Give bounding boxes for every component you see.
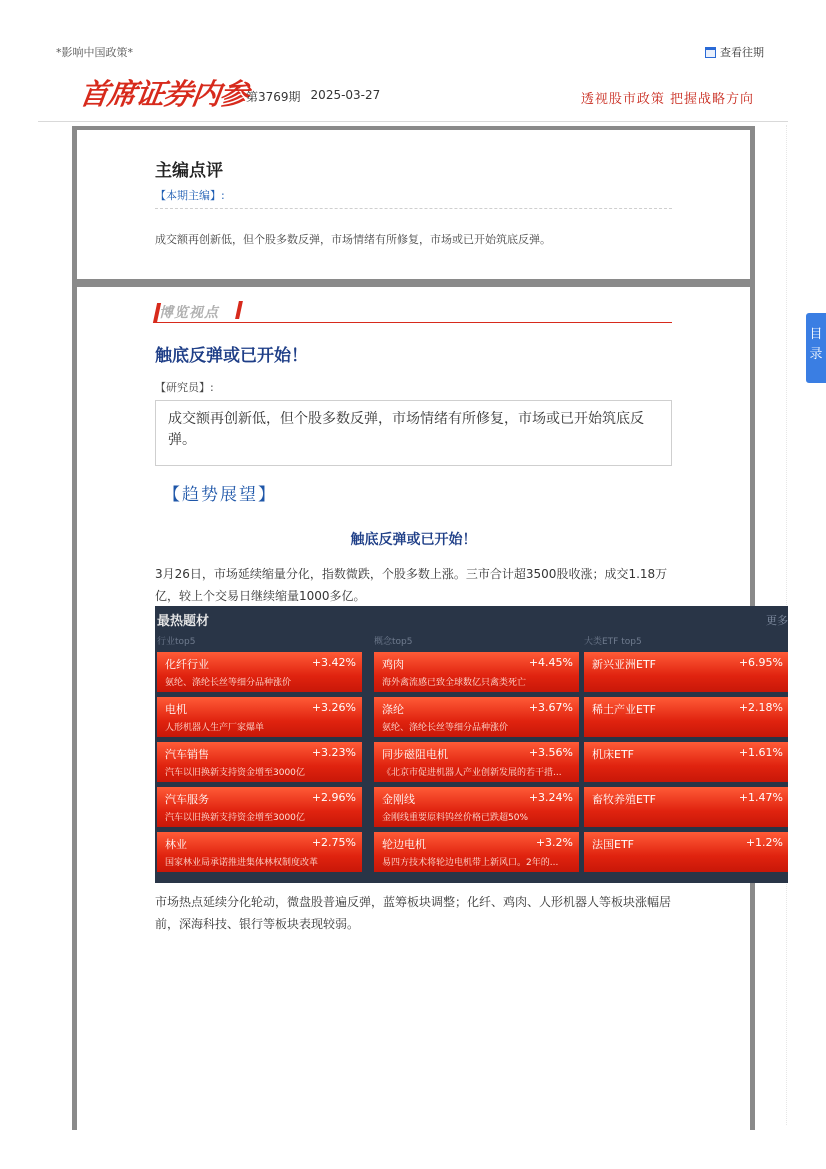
hot-topic-desc: 氨纶、涤纶长丝等细分品种涨价 — [165, 678, 292, 688]
issue-number: 第3769期 — [246, 90, 301, 104]
hot-topic-change: +2.18% — [738, 701, 783, 714]
hot-topic-card[interactable] — [157, 742, 362, 782]
header-divider — [38, 121, 788, 122]
hot-topic-desc: 国家林业局承诺推进集体林权制度改革 — [165, 858, 319, 868]
hot-topic-change: +1.2% — [745, 836, 783, 849]
hot-topics-column-header: 大类ETF top5 — [584, 637, 642, 647]
hot-topic-card[interactable] — [374, 697, 579, 737]
hot-topic-desc: 《北京市促进机器人产业创新发展的若干措... — [382, 768, 562, 778]
history-label: 查看往期 — [720, 46, 764, 59]
hot-topic-name: 稀土产业ETF — [592, 703, 656, 716]
view-title: 触底反弹或已开始！ — [155, 346, 308, 366]
hot-topics-panel — [155, 606, 788, 883]
hot-topics-title: 最热题材 — [157, 614, 210, 629]
hot-topic-change: +2.96% — [311, 791, 356, 804]
hot-topic-name: 金刚线 — [382, 793, 415, 806]
hot-topic-change: +2.75% — [311, 836, 356, 849]
editor-comment: 成交额再创新低，但个股多数反弹，市场情绪有所修复，市场或已开始筑底反弹。 — [155, 233, 551, 246]
editor-label: 【本期主编】: — [155, 189, 225, 202]
analyst-label: 【研究员】: — [155, 381, 214, 394]
hot-topic-name: 涤纶 — [382, 703, 404, 716]
hot-topic-change: +4.45% — [528, 656, 573, 669]
view-banner-text: 博览视点 — [159, 305, 219, 321]
side-guide — [786, 125, 826, 1125]
hot-topic-card[interactable] — [157, 652, 362, 692]
hot-topic-name: 汽车销售 — [165, 748, 209, 761]
hot-topic-desc: 汽车以旧换新支持资金增至3000亿 — [165, 768, 305, 778]
hot-topic-card[interactable] — [374, 652, 579, 692]
hot-topic-name: 化纤行业 — [165, 658, 209, 671]
hot-topic-card[interactable] — [374, 742, 579, 782]
hot-topic-name: 鸡肉 — [382, 658, 404, 671]
hot-topic-change: +3.56% — [528, 746, 573, 759]
hot-topic-card[interactable] — [584, 787, 788, 827]
hot-topic-change: +1.47% — [738, 791, 783, 804]
hot-topic-name: 汽车服务 — [165, 793, 209, 806]
hot-topic-card[interactable] — [584, 832, 788, 872]
hot-topic-desc: 人形机器人生产厂家爆单 — [165, 723, 265, 733]
hot-topic-name: 机床ETF — [592, 748, 634, 761]
hot-topic-change: +3.26% — [311, 701, 356, 714]
hot-topic-change: +3.67% — [528, 701, 573, 714]
hot-topics-column-header: 行业top5 — [157, 637, 196, 647]
hot-topic-name: 林业 — [165, 838, 187, 851]
hot-topic-change: +3.24% — [528, 791, 573, 804]
editor-section — [72, 126, 755, 284]
hot-topic-card[interactable] — [374, 832, 579, 872]
hot-topics-more-link[interactable]: 更多 — [766, 614, 788, 627]
hot-topic-name: 新兴亚洲ETF — [592, 658, 656, 671]
hot-topic-name: 同步磁阻电机 — [382, 748, 448, 761]
hot-topic-card[interactable] — [157, 697, 362, 737]
trend-subtitle: 触底反弹或已开始！ — [350, 532, 477, 548]
history-link[interactable] — [705, 44, 764, 60]
hot-topic-change: +1.61% — [738, 746, 783, 759]
hot-topic-change: +3.23% — [311, 746, 356, 759]
logo: 首席证券内参 — [77, 77, 251, 111]
summary-box: 成交额再创新低，但个股多数反弹，市场情绪有所修复，市场或已开始筑底反弹。 — [155, 400, 672, 466]
hot-topic-desc: 汽车以旧换新支持资金增至3000亿 — [165, 813, 305, 823]
view-banner — [155, 301, 672, 323]
hot-topic-card[interactable] — [584, 697, 788, 737]
editor-section-title: 主编点评 — [155, 161, 223, 181]
calendar-icon — [705, 47, 716, 58]
issue-info — [246, 88, 380, 105]
hot-topic-name: 电机 — [165, 703, 187, 716]
hot-topic-change: +3.2% — [535, 836, 573, 849]
top-tag: *影响中国政策* — [56, 46, 133, 59]
hot-topic-card[interactable] — [584, 742, 788, 782]
issue-date: 2025-03-27 — [310, 88, 381, 102]
hot-topic-change: +3.42% — [311, 656, 356, 669]
hot-topic-change: +6.95% — [738, 656, 783, 669]
hot-topic-card[interactable] — [584, 652, 788, 692]
hot-topic-card[interactable] — [157, 832, 362, 872]
hot-topic-name: 轮边电机 — [382, 838, 426, 851]
paragraph-1: 3月26日，市场延续缩量分化，指数微跌，个股多数上涨。三市合计超3500股收涨；成交1.18万亿，较上个交易日继续缩量1000多亿。 — [155, 567, 668, 603]
hot-topic-desc: 海外禽流感已致全球数亿只禽类死亡 — [382, 678, 527, 688]
hot-topic-desc: 金刚线重要原料钨丝价格已跌超50% — [382, 813, 529, 823]
trend-heading: 【趋势展望】 — [163, 485, 277, 505]
paragraph-2: 市场热点延续分化轮动，微盘股普遍反弹，蓝筹板块调整；化纤、鸡肉、人形机器人等板块涨幅居前，深海科技、银行等板块表现较弱。 — [155, 895, 672, 931]
hot-topic-card[interactable] — [374, 787, 579, 827]
hot-topic-name: 法国ETF — [592, 838, 634, 851]
hot-topics-column-header: 概念top5 — [374, 637, 413, 647]
hot-topic-name: 畜牧养殖ETF — [592, 793, 656, 806]
slogan: 透视股市政策 把握战略方向 — [580, 92, 754, 107]
hot-topic-card[interactable] — [157, 787, 362, 827]
hot-topic-desc: 易四方技术将轮边电机带上新风口。2年的... — [382, 858, 559, 868]
table-of-contents-button[interactable]: 目录 — [806, 313, 826, 383]
editor-divider — [155, 208, 672, 209]
hot-topic-desc: 氨纶、涤纶长丝等细分品种涨价 — [382, 723, 509, 733]
